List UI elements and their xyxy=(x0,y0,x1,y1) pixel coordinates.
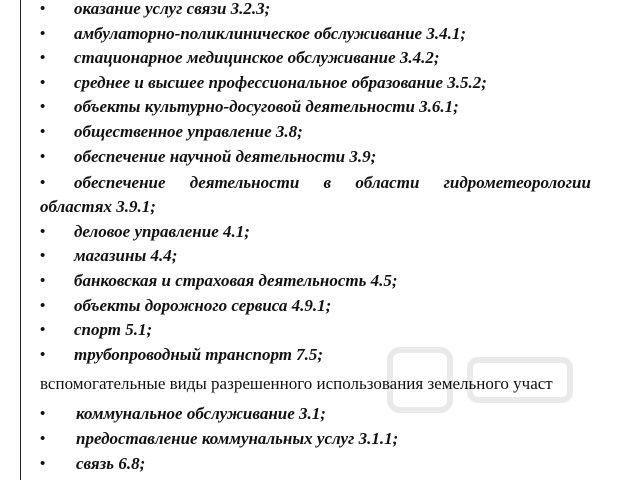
list-item-long: • обеспечение деятельности в области гидрометеорологии xyxy=(0,171,640,195)
bullet-icon: • xyxy=(40,406,46,422)
bullet-icon: • xyxy=(40,75,46,91)
list-item: • коммунальное обслуживание 3.1; xyxy=(0,402,640,426)
list-item: • связь 6.8; xyxy=(0,452,640,476)
bullet-icon: • xyxy=(40,431,46,447)
bullet-icon: • xyxy=(40,347,46,363)
list-item: • среднее и высшее профессиональное образование 3.5.2; xyxy=(0,71,640,95)
bullet-icon: • xyxy=(40,224,46,240)
bullet-icon: • xyxy=(40,456,46,472)
bullet-icon: • xyxy=(40,1,46,17)
bullet-icon: • xyxy=(40,248,46,264)
bullet-icon: • xyxy=(40,149,46,165)
list-item: • трубопроводный транспорт 7.5; xyxy=(0,343,640,367)
list-item: • объекты культурно-досуговой деятельности 3.6.1; xyxy=(0,95,640,119)
list-item: • стационарное медицинское обслуживание 3.4.2; xyxy=(0,46,640,70)
bullet-icon: • xyxy=(40,298,46,314)
list-item: • обеспечение научной деятельности 3.9; xyxy=(0,145,640,169)
list-item: • амбулаторно-поликлиническое обслуживание 3.4.1; xyxy=(0,22,640,46)
bullet-icon: • xyxy=(40,124,46,140)
list-item: • банковская и страховая деятельность 4.5; xyxy=(0,269,640,293)
bullet-icon: • xyxy=(40,175,46,191)
bullet-icon: • xyxy=(40,273,46,289)
bullet-icon: • xyxy=(40,322,46,338)
list-item: • деловое управление 4.1; xyxy=(0,220,640,244)
list-item-continuation: областях 3.9.1; xyxy=(40,197,156,216)
bullet-icon: • xyxy=(40,99,46,115)
list-item: • общественное управление 3.8; xyxy=(0,120,640,144)
list-item: • объекты дорожного сервиса 4.9.1; xyxy=(0,294,640,318)
list-item: • магазины 4.4; xyxy=(0,244,640,268)
bullet-icon: • xyxy=(40,50,46,66)
list-item: • оказание услуг связи 3.2.3; xyxy=(0,0,640,21)
list-item: • спорт 5.1; xyxy=(0,318,640,342)
section-heading: вспомогательные виды разрешенного использования земельного участ xyxy=(40,374,553,393)
list-item: • предоставление коммунальных услуг 3.1.1; xyxy=(0,427,640,451)
bullet-icon: • xyxy=(40,26,46,42)
